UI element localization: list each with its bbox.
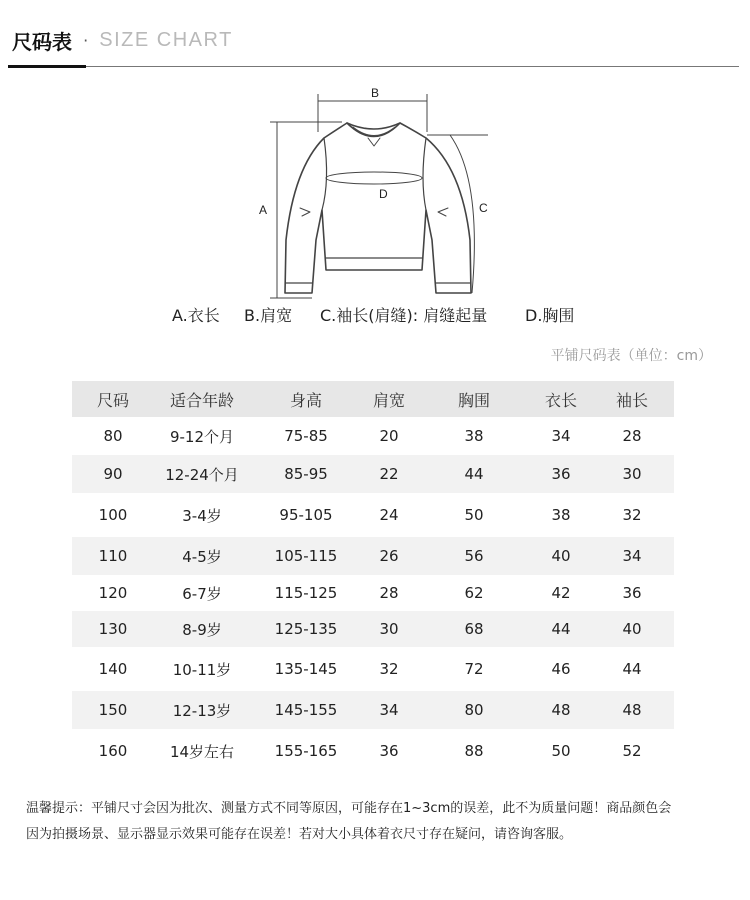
- table-cell: 52: [622, 742, 642, 760]
- table-cell: 24: [379, 506, 399, 524]
- header-divider: [8, 66, 739, 67]
- size-table: [72, 381, 674, 773]
- table-cell: 8-9岁: [182, 620, 222, 639]
- table-header-cell: 尺码: [96, 390, 129, 410]
- title-chinese: 尺码表: [12, 30, 72, 54]
- table-cell: 38: [551, 506, 571, 524]
- table-cell: 4-5岁: [182, 547, 222, 566]
- table-cell: 100: [98, 506, 128, 524]
- table-cell: 145-155: [274, 701, 338, 719]
- table-cell: 95-105: [279, 506, 333, 524]
- table-row: [72, 455, 674, 493]
- footer-notice: [26, 796, 736, 848]
- table-cell: 6-7岁: [182, 584, 222, 603]
- legend-a: A.衣长: [172, 306, 220, 325]
- table-cell: 140: [98, 660, 128, 678]
- table-cell: 90: [103, 465, 123, 483]
- table-cell: 34: [379, 701, 399, 719]
- table-cell: 9-12个月: [169, 427, 235, 446]
- table-cell: 34: [551, 427, 571, 445]
- table-cell: 30: [379, 620, 399, 638]
- table-cell: 3-4岁: [182, 506, 222, 525]
- footer-line-1: 温馨提示：平铺尺寸会因为批次、测量方式不同等原因，可能存在1~3cm的误差，此不为质量问题！商品颜色会: [26, 801, 672, 816]
- table-cell: 56: [464, 547, 484, 565]
- table-header-cell: 适合年龄: [169, 390, 234, 410]
- table-cell: 160: [98, 742, 128, 760]
- table-cell: 135-145: [274, 660, 338, 678]
- legend-c: C.袖长(肩缝): 肩缝起量: [320, 306, 488, 325]
- table-row: [72, 647, 674, 691]
- table-cell: 40: [551, 547, 571, 565]
- table-header-cell: 胸围: [457, 390, 490, 410]
- label-d: D: [379, 187, 388, 201]
- table-cell: 85-95: [284, 465, 328, 483]
- table-cell: 20: [379, 427, 399, 445]
- table-cell: 125-135: [274, 620, 338, 638]
- table-cell: 36: [379, 742, 399, 760]
- table-cell: 68: [464, 620, 484, 638]
- table-cell: 26: [379, 547, 399, 565]
- table-header-cell: 肩宽: [372, 390, 405, 410]
- table-cell: 22: [379, 465, 399, 483]
- table-cell: 105-115: [274, 547, 338, 565]
- table-cell: 42: [551, 584, 571, 602]
- table-row: [72, 493, 674, 537]
- label-c: C: [479, 201, 488, 215]
- table-row: [72, 575, 674, 611]
- table-cell: 12-13岁: [172, 701, 232, 720]
- table-cell: 72: [464, 660, 484, 678]
- table-cell: 155-165: [274, 742, 338, 760]
- table-cell: 32: [622, 506, 642, 524]
- table-cell: 38: [464, 427, 484, 445]
- table-cell: 14岁左右: [169, 742, 235, 761]
- table-row: [72, 691, 674, 729]
- table-cell: 110: [98, 547, 128, 565]
- table-cell: 80: [464, 701, 484, 719]
- table-cell: 130: [98, 620, 128, 638]
- legend-b: B.肩宽: [244, 306, 293, 325]
- table-header-cell: 袖长: [615, 390, 648, 410]
- table-header-cell: 身高: [289, 390, 322, 410]
- table-cell: 34: [622, 547, 642, 565]
- table-cell: 44: [464, 465, 484, 483]
- table-cell: 12-24个月: [165, 465, 239, 484]
- table-cell: 88: [464, 742, 484, 760]
- table-cell: 50: [551, 742, 571, 760]
- sweatshirt-diagram: [250, 80, 510, 302]
- page-header: [12, 26, 233, 56]
- footer-line-2: 因为拍摄场景、显示器显示效果可能存在误差！若对大小具体着衣尺寸存在疑问，请咨询客服。: [26, 827, 573, 842]
- table-cell: 50: [464, 506, 484, 524]
- header-accent-bar: [8, 65, 86, 68]
- table-cell: 10-11岁: [172, 660, 232, 679]
- table-cell: 36: [551, 465, 571, 483]
- table-cell: 75-85: [284, 427, 328, 445]
- table-cell: 48: [551, 701, 571, 719]
- table-cell: 30: [622, 465, 642, 483]
- table-cell: 48: [622, 701, 642, 719]
- table-cell: 44: [622, 660, 642, 678]
- table-cell: 120: [98, 584, 128, 602]
- table-cell: 46: [551, 660, 571, 678]
- legend-d: D.胸围: [525, 306, 575, 325]
- table-header-row: [72, 381, 674, 417]
- table-cell: 32: [379, 660, 399, 678]
- table-cell: 44: [551, 620, 571, 638]
- table-cell: 150: [98, 701, 128, 719]
- table-cell: 80: [103, 427, 123, 445]
- title-separator: ·: [83, 31, 89, 50]
- title-english: SIZE CHART: [99, 29, 233, 51]
- table-cell: 115-125: [274, 584, 338, 602]
- label-a: A: [259, 203, 268, 217]
- table-header-cell: 衣长: [544, 390, 577, 410]
- table-cell: 40: [622, 620, 642, 638]
- table-cell: 62: [464, 584, 484, 602]
- table-cell: 28: [622, 427, 642, 445]
- table-row: [72, 729, 674, 773]
- table-row: [72, 611, 674, 647]
- table-cell: 28: [379, 584, 399, 602]
- unit-note: 平铺尺码表（单位：cm）: [550, 348, 712, 364]
- table-row: [72, 537, 674, 575]
- label-b: B: [371, 86, 380, 100]
- table-body: [72, 417, 674, 773]
- table-cell: 36: [622, 584, 642, 602]
- table-row: [72, 417, 674, 455]
